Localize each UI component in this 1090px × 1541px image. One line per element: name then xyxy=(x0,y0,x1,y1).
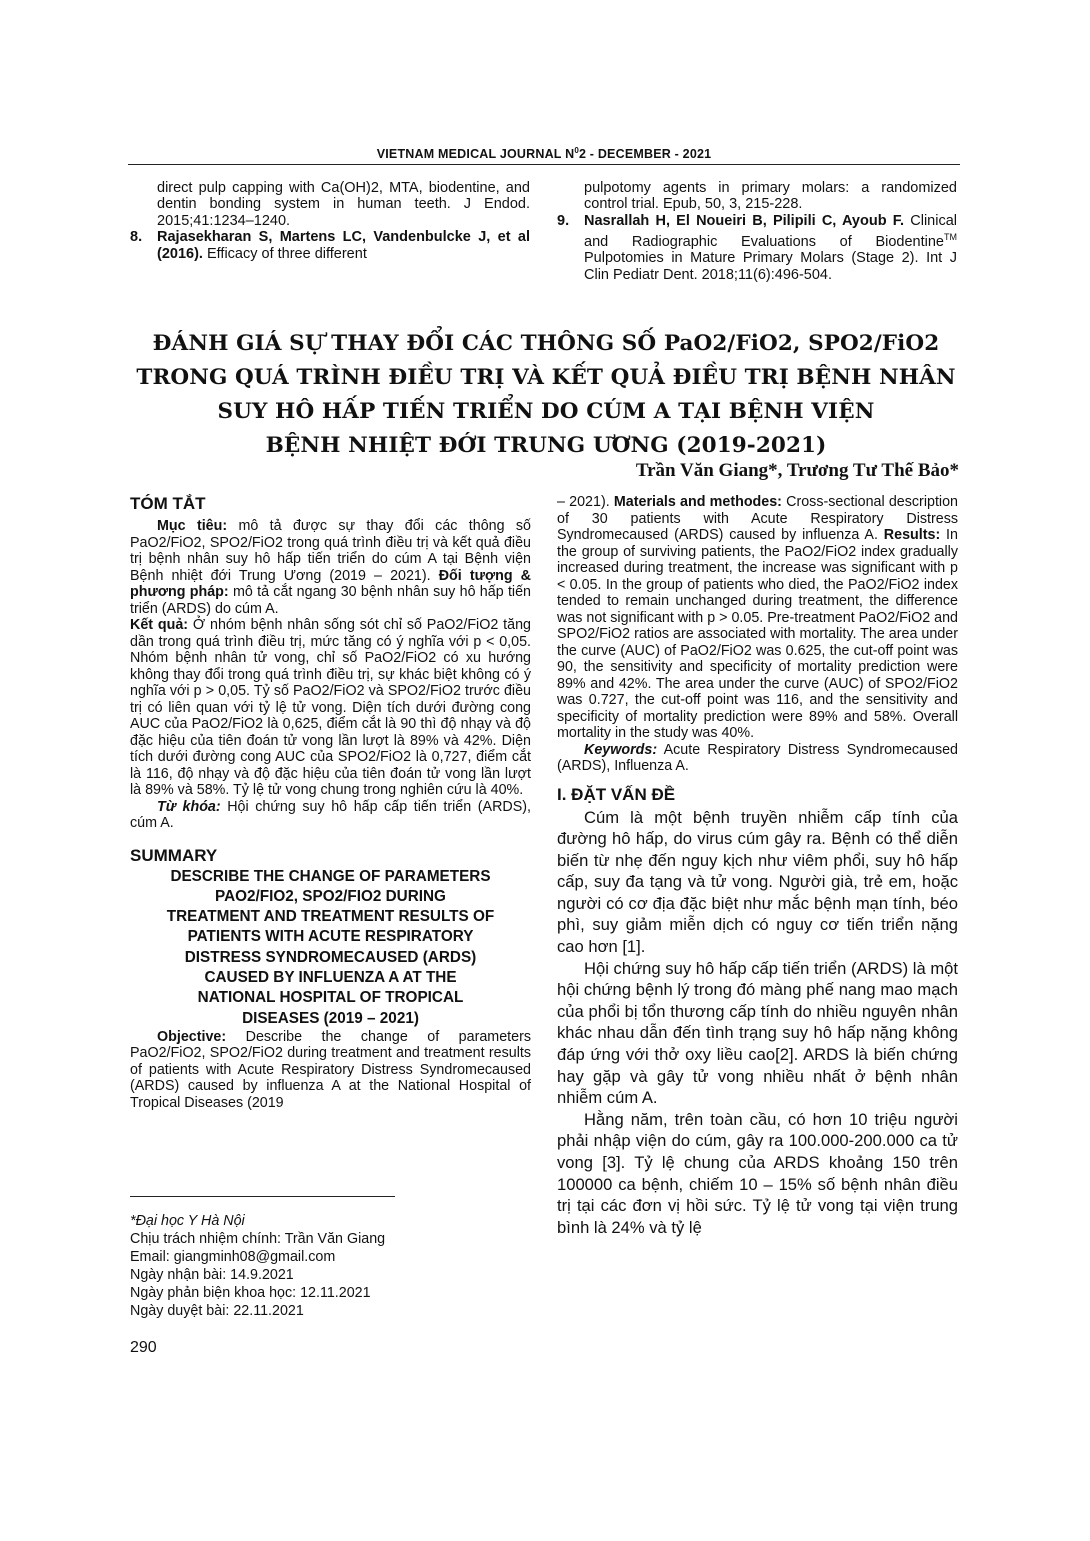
journal-name: VIETNAM MEDICAL JOURNAL N xyxy=(376,147,575,162)
right-column xyxy=(557,494,958,1238)
header-rule xyxy=(128,164,960,165)
journal-issue-sup: 0 xyxy=(574,146,579,155)
journal-issue: 2 - DECEMBER - 2021 xyxy=(578,147,712,162)
summary-title-line: CAUSED BY INFLUENZA A AT THE xyxy=(204,968,457,986)
footnote-received: Ngày nhận bài: 14.9.2021 xyxy=(130,1267,294,1284)
text-ket-qua: Ở nhóm bệnh nhân sống sót chỉ số PaO2/FiO2 tăng dần trong quá trình điều trị, mức tăng có ý nghĩa với p < 0,05. Nhóm bệnh nhân tử vong, chỉ số PaO2/FiO2 có xu hướng không thay đổi trong quá trình điều trị, sự khác biệt không có ý nghĩa với p > 0,05. Tỷ số PaO2/FiO2 và SPO2/FiO2 trước điều trị có liên quan với tỷ lệ tử vong. Diện tích dưới đường cong AUC của PaO2/FiO2 là 0,625, điểm cắt là 90 thì độ nhạy và độ đặc hiệu của tiên đoán tử vong lần lượt là 89% và 42%. Diện tích dưới đường cong AUC của SPO2/FiO2 là 0,727, điểm cắt là 116, độ nhạy và độ đặc hiệu của tiên đoán tử vong lần lượt là 89% và 58%. Tỷ lệ tử vong chung trong nghiên cứu là 40%. xyxy=(130,617,531,798)
left-column xyxy=(130,494,531,1111)
label-muc-tieu: Mục tiêu: xyxy=(157,518,228,534)
label-doi-tuong: Đối tượng & phương pháp: xyxy=(130,567,531,600)
title-line: ĐÁNH GIÁ SỰ THAY ĐỔI CÁC THÔNG SỐ PaO2/FiO2, SPO2/FiO2 xyxy=(152,331,940,356)
section-heading-tomtat: TÓM TẮT xyxy=(130,494,206,513)
footnote-corresponding: Chịu trách nhiệm chính: Trần Văn Giang xyxy=(130,1231,386,1248)
reference-9 xyxy=(557,213,957,283)
abstract-paragraph xyxy=(130,799,531,832)
footnote-rule xyxy=(130,1196,395,1197)
title-line: BỆNH NHIỆT ĐỚI TRUNG ƯƠNG (2019-2021) xyxy=(265,433,827,458)
summary-title-line: DESCRIBE THE CHANGE OF PARAMETERS xyxy=(170,867,491,885)
summary-title-line: PATIENTS WITH ACUTE RESPIRATORY xyxy=(187,928,474,946)
footnotes xyxy=(130,1212,385,1321)
summary-title-line: DISTRESS SYNDROMECAUSED (ARDS) xyxy=(184,948,477,966)
abstract-paragraph xyxy=(557,494,958,742)
journal-header xyxy=(128,146,960,161)
intro-paragraph: Cúm là một bệnh truyền nhiễm cấp tính của đường hô hấp, do virus cúm gây ra. Bệnh có thể diễn biến từ nhẹ đến nguy kịch như viêm phổi, suy hô hấp cấp, suy đa tạng và tử vong. Người già, trẻ em, hoặc người có cơ địa đặc biệt như mắc bệnh mạn tính, béo phì, suy giảm miễn dịch có nguy cơ tiến triển nặng cao hơn [1]. xyxy=(557,807,958,957)
summary-title xyxy=(130,867,531,1029)
intro-paragraph: Hằng năm, trên toàn cầu, có hơn 10 triệu người phải nhập viện do cúm, gây ra 100.000-200.000 ca tử vong [3]. Tỷ lệ chung của ARDS khoảng 150 trên 100000 ca bệnh, chiếm 10 – 15% số bệnh nhân điều trị tại các đơn vị hồi sức. Tỷ lệ tử vong tại viện trung bình là 24% và tỷ lệ xyxy=(557,1109,958,1237)
reference-authors: Nasrallah H, El Noueiri B, Pilipili C, Ayoub F. xyxy=(584,212,905,229)
summary-title-line: NATIONAL HOSPITAL OF TROPICAL xyxy=(197,989,464,1007)
footnote-email: Email: giangminh08@gmail.com xyxy=(130,1249,336,1266)
intro-body xyxy=(557,807,958,1239)
abstract-paragraph xyxy=(130,518,531,617)
reference-continuation: pulpotomy agents in primary molars: a randomized control trial. Epub, 50, 3, 215-228. xyxy=(584,180,957,213)
text-tu-khoa: Hội chứng suy hô hấp cấp tiến triển (ARDS), cúm A. xyxy=(130,798,531,831)
reference-number: 8. xyxy=(130,229,143,246)
label-methods: Materials and methodes: xyxy=(613,494,782,510)
text-muc-tieu: mô tả được sự thay đổi các thông số PaO2/FiO2, SPO2/FiO2 trong quá trình điều trị và kết quả điều trị bệnh nhân suy hô hấp tiến triển do cúm A tại Bệnh viện Bệnh nhiệt đới Trung Ương (2019 – 2021). xyxy=(130,518,531,584)
page-number: 290 xyxy=(130,1339,157,1356)
reference-number: 9. xyxy=(557,212,570,229)
label-tu-khoa: Từ khóa: xyxy=(157,798,221,815)
abstract-english-start xyxy=(130,1029,531,1112)
title-line: TRONG QUÁ TRÌNH ĐIỀU TRỊ VÀ KẾT QUẢ ĐIỀU TRỊ BỆNH NHÂN xyxy=(136,365,956,390)
abstract-vietnamese xyxy=(130,518,531,832)
label-objective: Objective: xyxy=(157,1028,227,1045)
summary-title-line: PAO2/FIO2, SPO2/FIO2 DURING xyxy=(215,887,446,905)
text-results: In the group of surviving patients, the PaO2/FiO2 index gradually increased during treatment, the increase was significant with p < 0.05. In the group of patients who died, the PaO2/FiO2 index tended to remain unchanged during treatment, the difference was not significant with p > 0.05. Pre-treatment PaO2/FiO2 and SPO2/FiO2 ratios are associated with mortality. The area under the curve (AUC) of PaO2/FiO2 was 0.625, the cut-off point was 90, the sensitivity and specificity of mortality prediction were 89% and 42%. The area under the curve (AUC) of SPO2/FiO2 was 0.727, the cut-off point was 116, and the sensitivity and specificity of mortality prediction were 89% and 58%. Overall mortality in the study was 40%. xyxy=(557,527,958,741)
reference-8 xyxy=(130,229,530,262)
reference-body xyxy=(584,213,957,283)
abstract-english-continued xyxy=(557,494,958,775)
abstract-paragraph xyxy=(130,617,531,799)
footnote-affiliation: *Đại học Y Hà Nội xyxy=(130,1213,245,1229)
references-right xyxy=(557,180,957,283)
label-keywords: Keywords: xyxy=(584,741,658,758)
reference-text: Pulpotomies in Mature Primary Molars (Stage 2). Int J Clin Pediatr Dent. 2018;11(6):496-504. xyxy=(584,250,957,283)
intro-paragraph: Hội chứng suy hô hấp cấp tiến triển (ARDS) là một hội chứng bệnh lý trong đó màng phế nang mao mạch của phổi bị tổn thương cấp tính do nhiều nguyên nhân khác nhau dẫn đến tình trạng suy hô hấp nặng không đáp ứng với thở oxy liều cao[2]. ARDS là biến chứng hay gặp và gây tử vong nhiều nhất ở bệnh nhân nhiễm cúm A. xyxy=(557,958,958,1108)
article-title xyxy=(130,327,962,463)
article-authors: Trần Văn Giang*, Trương Tư Thế Bảo* xyxy=(635,460,959,481)
summary-title-line: TREATMENT AND TREATMENT RESULTS OF xyxy=(166,908,495,926)
reference-authors: Rajasekharan S, Martens LC, Vandenbulcke J, et al (2016). xyxy=(157,229,530,262)
section-heading-intro: I. ĐẶT VẤN ĐỀ xyxy=(557,784,676,804)
text-doi-tuong: mô tả cắt ngang 30 bệnh nhân suy hô hấp tiến triển (ARDS) do cúm A. xyxy=(130,584,531,617)
reference-body xyxy=(157,229,530,262)
reference-text: Clinical and Radiographic Evaluations of Biodentine xyxy=(584,212,957,251)
section-heading-summary: SUMMARY xyxy=(130,845,218,865)
text-objective-cont: – 2021). xyxy=(557,494,614,510)
label-results: Results: xyxy=(883,527,941,543)
reference-continuation: direct pulp capping with Ca(OH)2, MTA, biodentine, and dentin bonding system in human teeth. J Endod. 2015;41:1234–1240. xyxy=(157,180,530,229)
summary-title-line: DISEASES (2019 – 2021) xyxy=(242,1009,419,1027)
references-left xyxy=(130,180,530,262)
footnote-accepted: Ngày duyệt bài: 22.11.2021 xyxy=(130,1303,304,1320)
text-methods: Cross-sectional description of 30 patients with Acute Respiratory Distress Syndromecaused (ARDS) caused by influenza A. xyxy=(557,494,958,543)
text-keywords: Acute Respiratory Distress Syndromecaused (ARDS), Influenza A. xyxy=(557,741,958,774)
footnote-reviewed: Ngày phản biện khoa học: 12.11.2021 xyxy=(130,1285,371,1302)
title-line: SUY HÔ HẤP TIẾN TRIỂN DO CÚM A TẠI BỆNH VIỆN xyxy=(217,399,875,424)
reference-text: Efficacy of three different xyxy=(202,245,367,262)
trademark-sup: TM xyxy=(944,232,957,243)
text-objective: Describe the change of parameters PaO2/FiO2, SPO2/FiO2 during treatment and treatment results of patients with Acute Respiratory Distress Syndromecaused (ARDS) caused by influenza A at the National Hospital of Tropical Diseases (2019 xyxy=(130,1028,531,1111)
abstract-paragraph xyxy=(557,742,958,775)
abstract-paragraph xyxy=(130,1029,531,1112)
label-ket-qua: Kết quả: xyxy=(130,617,189,633)
